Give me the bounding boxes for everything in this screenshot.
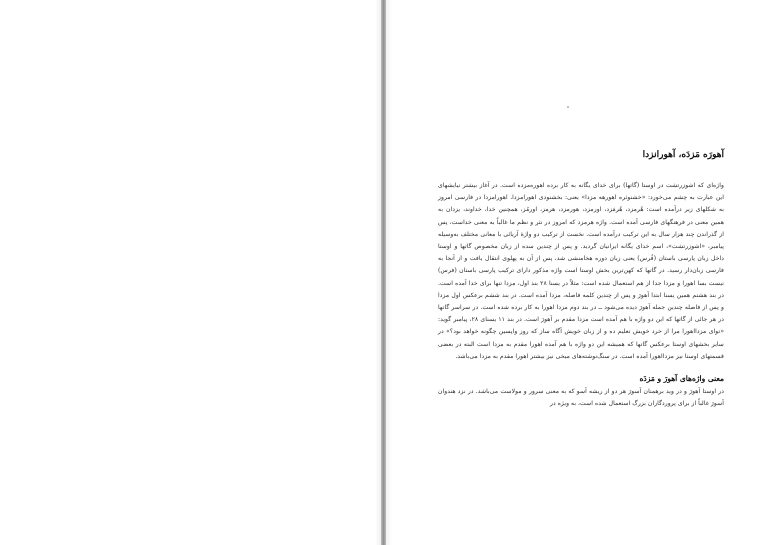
right-page: [386, 0, 768, 545]
body-paragraph-2: در اوستا آهورَ و در وید برهمنان آسورَ هر دو از ریشه آسو که به معنی سرور و مولاست می‌باشد. در نزد هندوان آسورَ غالباً از برای پروردگاران بزرگ استعمال شده است، به ویژه در: [438, 388, 724, 408]
body-paragraph-1: واژه‌ای که اشوزرتشت در اوستا (گاتها) برای خدای یگانه به کار برده اهوره‌مزده است. در آغاز بیشتر نیایشهای این عبارت به چشم می‌خورد: «خشنوثره اهورهه مزدا» یعنی: بخشنودی اهورامزدا. اهورامزدا در فارسی امروز به شکلهای زیر درآمده است: هُرمزد، هُرمَزد، اورمزد، هورمزد، هرمز، اورمُز، همچنین خدا، خداوند، یزدان به همین معنی در فرهنگهای فارسی آمده است. واژه هرمزد که امروز در نثر و نظم ما غالباً به معنی خداست، پس از گذراندن چند هزار سال به این ترکیب درآمده است. نخست از ترکیب دو واژهٔ آریائی با معانی مختلف به‌وسیله پیامبر، «اشوزرتشت»، اسم خدای یگانه ایرانیان گردید. و پس از چندین سده از زبان مخصوص گاتها و اوستا داخل زبان پارسی باستان (فُرس) یعنی زبان دوره هخامنشی شد، پس از آن به پهلوی انتقال یافت و از آنجا به فارسی زبان‌دار رسید. در گاتها که کهن‌ترین بخش اوستا است واژه مذکور دارای ترکیب پارسی باستان (فرس) نیست بسا اهورا و مزدا جدا از هم استعمال شده است: مثلاً در یسنا ۲۸ بند اول، مزدا تنها برای خدا آمده است. در بند هشتم همین یسنا ابتدا آهورَ و پس از چندین کلمه فاصله، مزدا آمده است. در بند ششم برعکس اول مزدا و پس از فاصله چندین جمله آهورَ دیده می‌شود ــ در بند دوم مزدا اهورا به کار برده شده است. در سراسر گاتها در هر جائی از گاتها که این دو واژه با هم آمده است مزدا مقدم بر آهورَ است. در بند ۱۱ یسنای ۲۸، پیامبر گوید: «توای مزدااهورا مرا از خرد خویش تعلیم ده و از زبان خویش آگاه ساز که روز واپسین چگونه خواهد بود؟» در سایر بخشهای اوستا برعکس گاتها که همیشه این دو واژه با هم آمده اهورا مقدم به مزدا است البته در بعضی قسمتهای اوستا نیز مزدااهورا آمده است. در سنگ‌نوشته‌های میخی نیز بیشتر اهورا مقدم به مزدا می‌باشد.: [438, 182, 724, 360]
page-text-block: [438, 150, 724, 410]
left-page: [0, 0, 381, 545]
section-heading: آهورَه مَزدَه، آهورانزدا: [642, 150, 724, 160]
section-subheading: معنی واژه‌های آهورَ و مَزدَه: [639, 374, 724, 384]
right-page-shadow: [386, 0, 392, 545]
scan-speck: [567, 106, 569, 108]
